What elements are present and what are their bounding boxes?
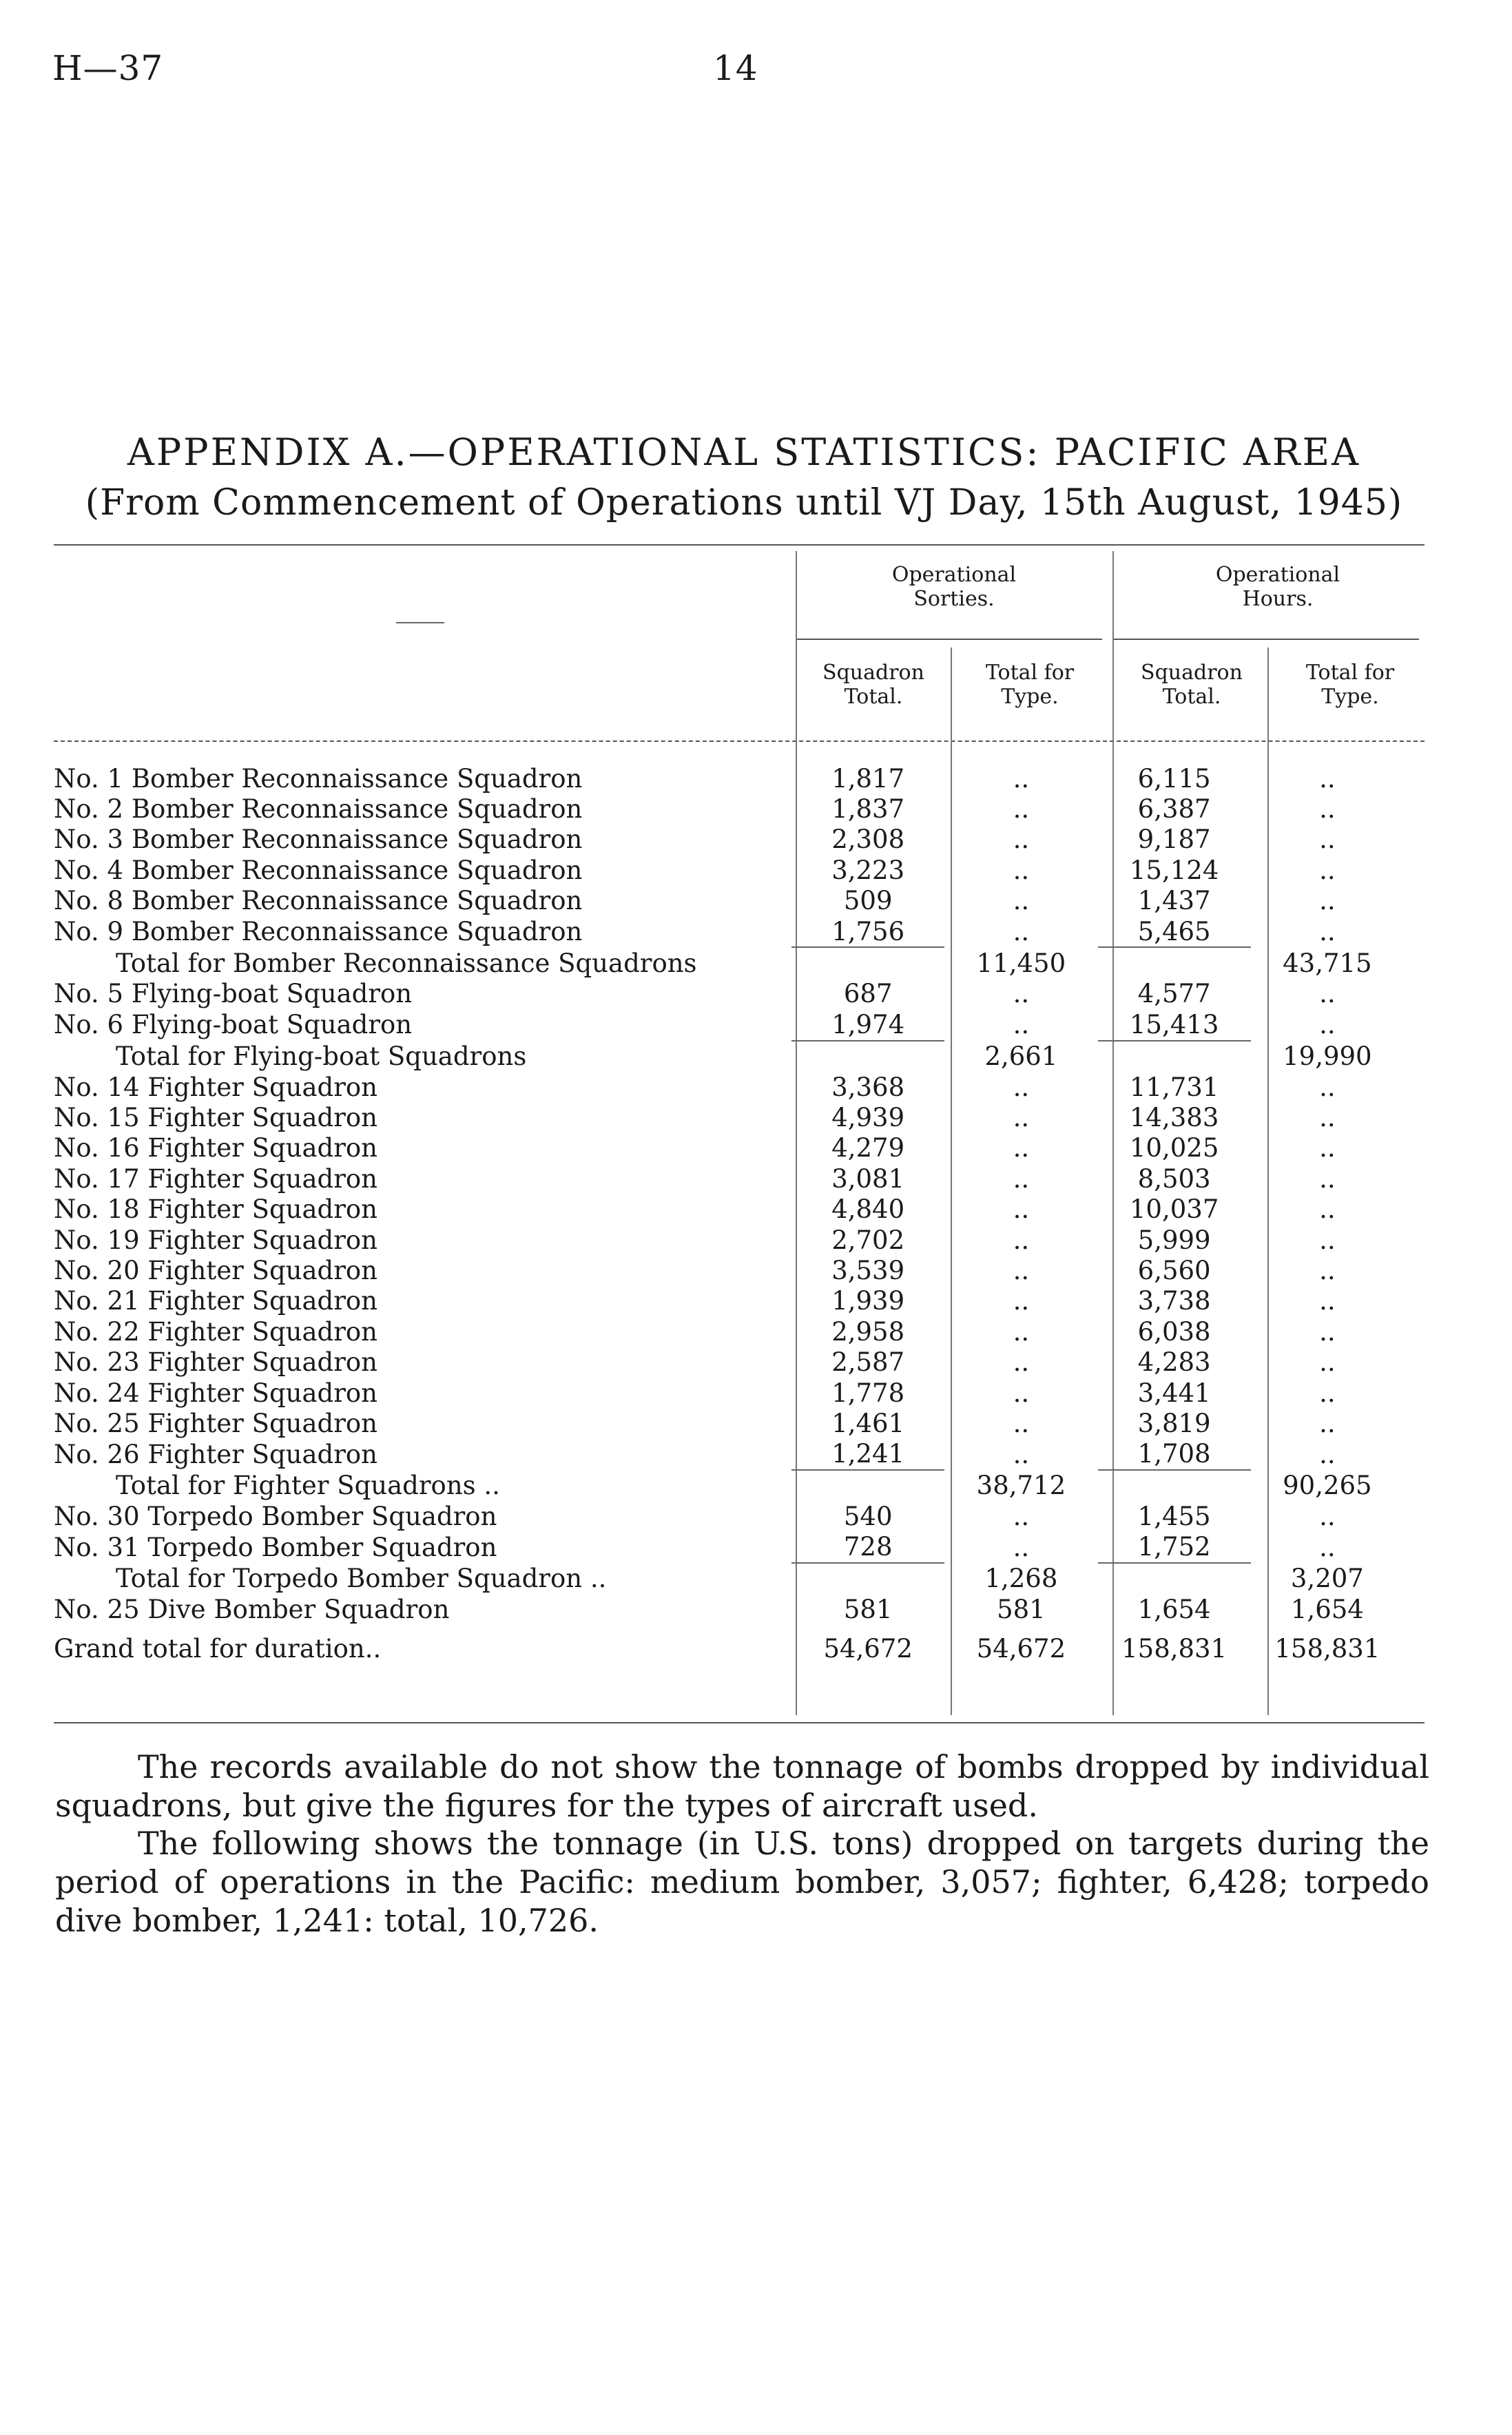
cell-sorties-sq — [791, 1563, 944, 1594]
cell-sorties-sq: 509 — [843, 886, 893, 916]
row-label: No. 30 Torpedo Bomber Squadron — [54, 1502, 497, 1532]
hours-group-heading: Operational Hours. — [1215, 563, 1340, 611]
table-row — [54, 1286, 1404, 1316]
cell-sorties-type: .. — [1013, 855, 1030, 885]
cell-hours-sq: 6,038 — [1137, 1316, 1211, 1347]
cell-hours-type: .. — [1319, 1532, 1336, 1562]
row-label: Total for Bomber Reconnaissance Squadrons — [116, 948, 697, 978]
cell-hours-type: 43,715 — [1283, 948, 1372, 978]
cell-hours-sq: 3,441 — [1137, 1378, 1211, 1408]
cell-sorties-type: .. — [1013, 1439, 1030, 1469]
table-row — [54, 1072, 1404, 1102]
row-label: No. 14 Fighter Squadron — [54, 1072, 377, 1102]
cell-sorties-sq: 1,756 — [831, 916, 905, 946]
grand-total-hours-type: 158,831 — [1274, 1634, 1380, 1664]
row-label: No. 6 Flying-boat Squadron — [54, 1010, 413, 1040]
row-label: Total for Flying-boat Squadrons — [116, 1041, 527, 1071]
row-label: No. 15 Fighter Squadron — [54, 1102, 377, 1132]
cell-hours-sq — [1098, 947, 1251, 978]
cell-hours-type: .. — [1319, 1378, 1336, 1408]
row-label: No. 31 Torpedo Bomber Squadron — [54, 1532, 497, 1562]
cell-sorties-type: .. — [1013, 917, 1030, 947]
cell-hours-sq: 3,738 — [1137, 1286, 1211, 1316]
cell-sorties-type: .. — [1013, 886, 1030, 916]
row-label: No. 21 Fighter Squadron — [54, 1286, 377, 1316]
cell-hours-type: .. — [1319, 794, 1336, 825]
cell-hours-sq: 1,752 — [1137, 1532, 1211, 1562]
operational-statistics-table — [54, 763, 1404, 1673]
table-row — [54, 1163, 1404, 1194]
row-label: No. 24 Fighter Squadron — [54, 1378, 377, 1408]
grand-total-sorties-type: 54,672 — [976, 1634, 1066, 1664]
hours-total-for-type-heading: Total for Type. — [1305, 661, 1395, 709]
cell-sorties-type: .. — [1013, 979, 1030, 1009]
table-row — [54, 1225, 1404, 1255]
group-rule-hours — [1112, 639, 1419, 640]
appendix-title: APPENDIX A.—OPERATIONAL STATISTICS: PACIFIC AREA — [127, 431, 1361, 474]
cell-hours-type: 3,207 — [1290, 1564, 1364, 1594]
table-row — [54, 825, 1404, 855]
cell-hours-type: .. — [1319, 1010, 1336, 1040]
row-label: No. 9 Bomber Reconnaissance Squadron — [54, 917, 583, 947]
row-label: No. 19 Fighter Squadron — [54, 1225, 377, 1255]
cell-sorties-sq: 2,587 — [831, 1347, 905, 1378]
cell-sorties-sq — [791, 1041, 944, 1072]
cell-sorties-type: .. — [1013, 1010, 1030, 1040]
cell-sorties-type: .. — [1013, 1102, 1030, 1132]
cell-hours-type: .. — [1319, 825, 1336, 855]
cell-sorties-type: .. — [1013, 825, 1030, 855]
cell-sorties-type: .. — [1013, 1225, 1030, 1255]
cell-sorties-type: .. — [1013, 1316, 1030, 1347]
cell-sorties-sq: 581 — [843, 1595, 893, 1625]
cell-sorties-type: .. — [1013, 1133, 1030, 1163]
row-label: No. 8 Bomber Reconnaissance Squadron — [54, 886, 583, 916]
row-label: No. 20 Fighter Squadron — [54, 1255, 377, 1285]
row-label: No. 4 Bomber Reconnaissance Squadron — [54, 855, 583, 885]
cell-hours-type: .. — [1319, 855, 1336, 885]
subtotal-row — [54, 947, 1404, 978]
top-rule — [54, 544, 1425, 546]
table-row — [54, 855, 1404, 885]
cell-sorties-sq: 687 — [843, 979, 893, 1009]
cell-hours-sq: 15,124 — [1129, 855, 1219, 885]
cell-hours-sq: 6,115 — [1137, 763, 1211, 794]
table-row — [54, 794, 1404, 824]
cell-hours-type: .. — [1319, 886, 1336, 916]
table-row — [54, 1316, 1404, 1347]
cell-hours-sq: 10,025 — [1129, 1133, 1219, 1163]
cell-hours-type: .. — [1319, 1502, 1336, 1532]
row-label: No. 25 Dive Bomber Squadron — [54, 1595, 450, 1625]
cell-sorties-sq: 2,308 — [831, 825, 905, 855]
cell-hours-type: .. — [1319, 1072, 1336, 1102]
cell-hours-type: .. — [1319, 917, 1336, 947]
paragraph-2-text: The following shows the tonnage (in U.S. tons) dropped on targets during the period of operations in the Pacific: medium bomber, 3,057; fighter, 6,428; torpedo dive bomber, 1,241: total, 10,726. — [55, 1825, 1429, 1939]
cell-sorties-sq: 1,974 — [831, 1009, 905, 1039]
row-label: Total for Fighter Squadrons .. — [116, 1471, 500, 1501]
cell-sorties-type: 38,712 — [976, 1471, 1066, 1501]
cell-sorties-type: 11,450 — [976, 948, 1066, 978]
cell-sorties-type: .. — [1013, 794, 1030, 825]
table-row — [54, 1532, 1404, 1563]
cell-hours-type: .. — [1319, 1194, 1336, 1225]
cell-sorties-type: .. — [1013, 1194, 1030, 1225]
cell-sorties-sq: 3,223 — [831, 855, 905, 885]
table-row — [54, 1255, 1404, 1285]
sorties-total-for-type-heading: Total for Type. — [985, 661, 1075, 709]
table-row — [54, 763, 1404, 794]
cell-hours-type: .. — [1319, 763, 1336, 794]
table-row — [54, 1102, 1404, 1132]
group-rule-sorties — [796, 639, 1102, 640]
cell-hours-sq: 4,577 — [1137, 979, 1211, 1009]
row-label: No. 5 Flying-boat Squadron — [54, 979, 413, 1009]
table-row — [54, 1009, 1404, 1040]
cell-sorties-type: .. — [1013, 1072, 1030, 1102]
row-label: No. 16 Fighter Squadron — [54, 1133, 377, 1163]
table-row — [54, 1595, 1404, 1625]
cell-hours-type: 90,265 — [1283, 1471, 1372, 1501]
row-label: Total for Torpedo Bomber Squadron .. — [116, 1564, 607, 1594]
cell-hours-type: .. — [1319, 1347, 1336, 1378]
cell-sorties-type: .. — [1013, 1502, 1030, 1532]
cell-hours-sq: 14,383 — [1129, 1102, 1219, 1132]
cell-sorties-type: .. — [1013, 1408, 1030, 1438]
cell-hours-type: .. — [1319, 1255, 1336, 1285]
cell-sorties-sq: 2,702 — [831, 1225, 905, 1255]
cell-sorties-type: .. — [1013, 763, 1030, 794]
cell-sorties-type: 1,268 — [984, 1564, 1058, 1594]
paragraph-tonnage-note — [55, 1748, 1429, 1825]
cell-sorties-type: .. — [1013, 1286, 1030, 1316]
cell-sorties-type: .. — [1013, 1378, 1030, 1408]
cell-sorties-type: 2,661 — [984, 1041, 1058, 1071]
cell-hours-type: .. — [1319, 1102, 1336, 1132]
cell-sorties-type: .. — [1013, 1347, 1030, 1378]
cell-sorties-sq — [791, 1470, 944, 1501]
cell-sorties-type: 581 — [997, 1595, 1046, 1625]
cell-hours-type: .. — [1319, 1225, 1336, 1255]
cell-hours-sq: 4,283 — [1137, 1347, 1211, 1378]
cell-hours-sq: 6,560 — [1137, 1255, 1211, 1285]
cell-hours-sq: 5,465 — [1137, 916, 1211, 946]
paragraph-1-text: The records available do not show the tonnage of bombs dropped by individual squadrons, but give the figures for the types of aircraft used. — [55, 1748, 1429, 1824]
cell-hours-sq: 1,437 — [1137, 886, 1211, 916]
cell-sorties-type: .. — [1013, 1163, 1030, 1194]
statistics-table-body — [54, 763, 1404, 1673]
row-label: No. 26 Fighter Squadron — [54, 1439, 377, 1469]
cell-sorties-type: .. — [1013, 1255, 1030, 1285]
cell-sorties-sq: 4,840 — [831, 1194, 905, 1225]
cell-hours-type: .. — [1319, 1316, 1336, 1347]
appendix-subtitle: (From Commencement of Operations until VJ Day, 15th August, 1945) — [85, 482, 1403, 524]
row-label: No. 1 Bomber Reconnaissance Squadron — [54, 763, 583, 794]
table-row — [54, 1194, 1404, 1224]
cell-hours-type: .. — [1319, 1286, 1336, 1316]
row-label: No. 18 Fighter Squadron — [54, 1194, 377, 1225]
cell-hours-sq: 15,413 — [1129, 1009, 1219, 1039]
grand-total-label: Grand total for duration.. — [54, 1634, 382, 1664]
cell-sorties-sq: 540 — [843, 1502, 893, 1532]
table-bottom-rule — [54, 1722, 1425, 1723]
cell-hours-sq: 8,503 — [1137, 1163, 1211, 1194]
grand-total-hours-sq: 158,831 — [1121, 1634, 1228, 1664]
subtotal-row — [54, 1470, 1404, 1501]
cell-sorties-sq: 728 — [843, 1532, 893, 1562]
row-label: No. 22 Fighter Squadron — [54, 1316, 377, 1347]
cell-sorties-sq: 1,817 — [831, 763, 905, 794]
sorties-squadron-total-heading: Squadron Total. — [822, 661, 924, 709]
cell-hours-type: .. — [1319, 1133, 1336, 1163]
document-reference: H—37 — [52, 48, 164, 88]
cell-hours-type: .. — [1319, 1439, 1336, 1469]
table-row — [54, 1133, 1404, 1163]
subtotal-row — [54, 1041, 1404, 1072]
cell-hours-type: .. — [1319, 1163, 1336, 1194]
table-row — [54, 916, 1404, 947]
cell-sorties-sq: 1,461 — [831, 1408, 905, 1438]
grand-total-row — [54, 1625, 1404, 1673]
stub-heading-dash — [396, 622, 444, 623]
cell-sorties-sq — [791, 947, 944, 978]
hours-squadron-total-heading: Squadron Total. — [1141, 661, 1243, 709]
table-row — [54, 1378, 1404, 1408]
cell-hours-sq: 1,455 — [1137, 1502, 1211, 1532]
table-row — [54, 979, 1404, 1009]
row-label: No. 17 Fighter Squadron — [54, 1163, 377, 1194]
cell-hours-sq: 11,731 — [1129, 1072, 1219, 1102]
row-label: No. 25 Fighter Squadron — [54, 1408, 377, 1438]
cell-sorties-sq: 3,539 — [831, 1255, 905, 1285]
cell-sorties-sq: 4,279 — [831, 1133, 905, 1163]
cell-hours-sq: 3,819 — [1137, 1408, 1211, 1438]
sorties-group-heading: Operational Sorties. — [891, 563, 1017, 611]
cell-sorties-sq: 1,241 — [831, 1439, 905, 1469]
cell-hours-type: .. — [1319, 979, 1336, 1009]
grand-total-sorties-sq: 54,672 — [823, 1634, 913, 1664]
cell-hours-sq — [1098, 1470, 1251, 1501]
cell-hours-sq: 10,037 — [1129, 1194, 1219, 1225]
cell-hours-sq — [1098, 1563, 1251, 1594]
row-label: No. 3 Bomber Reconnaissance Squadron — [54, 825, 583, 855]
cell-sorties-sq: 1,939 — [831, 1286, 905, 1316]
table-row — [54, 1408, 1404, 1438]
cell-hours-type: 19,990 — [1283, 1041, 1372, 1071]
cell-sorties-sq: 3,081 — [831, 1163, 905, 1194]
row-label: No. 2 Bomber Reconnaissance Squadron — [54, 794, 583, 825]
header-bottom-rule — [54, 740, 1425, 742]
cell-hours-sq: 6,387 — [1137, 794, 1211, 825]
subtotal-row — [54, 1563, 1404, 1594]
table-row — [54, 1347, 1404, 1377]
cell-hours-sq: 1,708 — [1137, 1439, 1211, 1469]
cell-sorties-sq: 1,778 — [831, 1378, 905, 1408]
cell-sorties-sq: 2,958 — [831, 1316, 905, 1347]
cell-hours-sq: 5,999 — [1137, 1225, 1211, 1255]
table-row — [54, 886, 1404, 916]
cell-hours-type: 1,654 — [1290, 1595, 1364, 1625]
cell-sorties-sq: 4,939 — [831, 1102, 905, 1132]
cell-hours-sq: 1,654 — [1137, 1595, 1211, 1625]
paragraph-tonnage-figures — [55, 1824, 1429, 1940]
cell-hours-sq — [1098, 1041, 1251, 1072]
cell-sorties-sq: 1,837 — [831, 794, 905, 825]
cell-hours-sq: 9,187 — [1137, 825, 1211, 855]
cell-sorties-sq: 3,368 — [831, 1072, 905, 1102]
table-row — [54, 1501, 1404, 1531]
cell-sorties-type: .. — [1013, 1532, 1030, 1562]
row-label: No. 23 Fighter Squadron — [54, 1347, 377, 1378]
page-number: 14 — [713, 48, 758, 88]
cell-hours-type: .. — [1319, 1408, 1336, 1438]
table-row — [54, 1439, 1404, 1470]
